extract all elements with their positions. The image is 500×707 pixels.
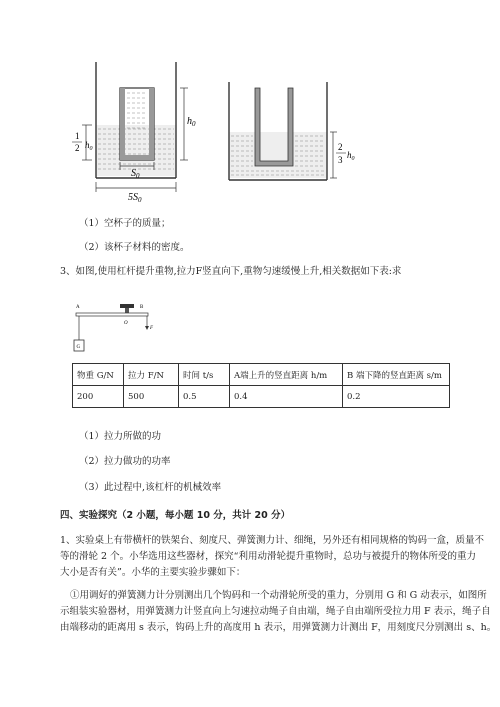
q4-1-step1-line-1: ①用调好的弹簧测力计分别测出几个钩码和一个动滑轮所受的重力，分别用 G 和 G 动表示，如图所 xyxy=(70,590,487,601)
table-header-cell: A端上升的竖直距离 h/m xyxy=(230,364,343,386)
table-cell: 200 xyxy=(73,386,124,408)
label-half-h: $h_0$ xyxy=(85,140,93,152)
q4-1-line-2: 等的滑轮 2 个。小华选用这些器材，探究“利用动滑轮提升重物时，总功与被提升的物体所受的重力 xyxy=(60,551,476,562)
figure-cup-in-water-2 xyxy=(215,78,365,188)
label-twothirds-den: 3 xyxy=(338,155,343,165)
water-region xyxy=(96,125,176,176)
lever-label-o: O xyxy=(124,321,128,326)
lever-bar xyxy=(76,313,148,316)
label-s0: $S_0$ xyxy=(131,168,140,180)
figure-cup-in-water-1 xyxy=(60,58,210,208)
table-header-cell: 时间 t/s xyxy=(179,364,230,386)
table-header-cell: 拉力 F/N xyxy=(124,364,179,386)
table-header-row xyxy=(73,364,450,386)
figure-lever xyxy=(68,298,178,358)
lever-label-f: F xyxy=(150,326,154,331)
lever-label-g: G xyxy=(76,345,81,350)
q3-item-2: （2）拉力做功的功率 xyxy=(79,456,171,467)
label-twothirds-num: 2 xyxy=(338,142,343,152)
lever-label-a: A xyxy=(76,305,80,310)
label-h0: $h_0$ xyxy=(187,116,196,128)
table-cell: 0.4 xyxy=(230,386,343,408)
q3-data-table xyxy=(72,363,450,408)
label-twothirds-h: $h_0$ xyxy=(347,150,355,162)
table-cell: 500 xyxy=(124,386,179,408)
table-header-cell: 物重 G/N xyxy=(73,364,124,386)
q4-1-intro xyxy=(60,533,485,581)
prev-question-item-1: （1）空杯子的质量； xyxy=(79,218,171,229)
table-header-cell: B 端下降的竖直距离 s/m xyxy=(343,364,450,386)
label-5s0: $5S_0$ xyxy=(128,192,142,204)
table-cell: 0.5 xyxy=(179,386,230,408)
q4-1-line-1: 1、实验桌上有带横杆的铁架台、刻度尺、弹簧测力计、细绳，另外还有相同规格的钩码一盒，质量不 xyxy=(60,535,485,546)
q3-item-3: （3）此过程中,该杠杆的机械效率 xyxy=(79,482,222,493)
label-half-den: 2 xyxy=(75,143,80,153)
table-row xyxy=(73,386,450,408)
section-4-title: 四、实验探究（2 小题，每小题 10 分，共计 20 分） xyxy=(60,510,291,521)
table-cell: 0.2 xyxy=(343,386,450,408)
q4-1-step1-line-2: 示组装实验器材，用弹簧测力计竖直向上匀速拉动绳子自由端，绳子自由端所受拉力用 F 表示，绳子自 xyxy=(60,606,491,617)
q3-item-1: （1）拉力所做的功 xyxy=(79,431,162,442)
label-half-num: 1 xyxy=(75,131,80,141)
prev-question-item-2: （2）该杯子材料的密度。 xyxy=(79,242,190,253)
q4-1-line-3: 大小是否有关”。小华的主要实验步骤如下： xyxy=(60,567,246,578)
q4-1-step-1 xyxy=(60,588,497,636)
q3-stem: 3、如图,使用杠杆提升重物,拉力F竖直向下,重物匀速缓慢上升,相关数据如下表:求 xyxy=(60,266,402,277)
lever-label-b: B xyxy=(140,305,144,310)
q4-1-step1-line-3: 由端移动的距离用 s 表示，钩码上升的高度用 h 表示，用弹簧测力计测出 F，用刻度尺分别测出 s、h。 xyxy=(60,622,497,633)
